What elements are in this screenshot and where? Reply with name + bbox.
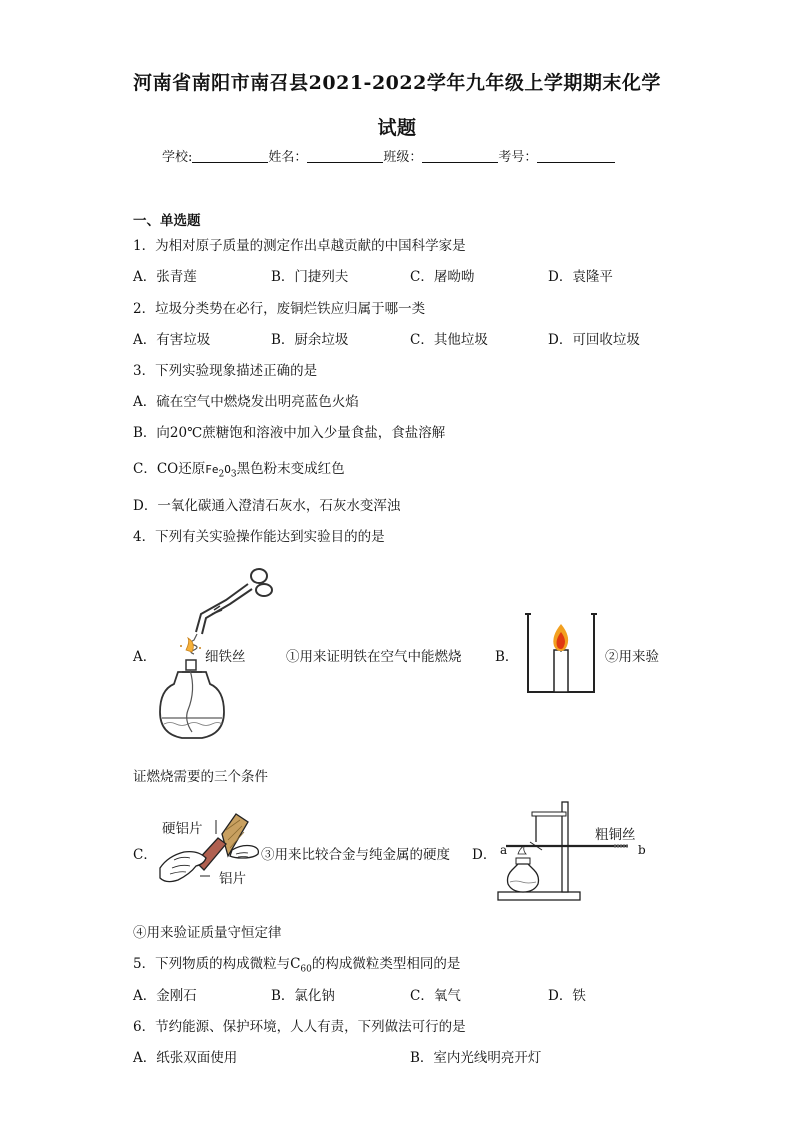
q3-option-b: B．向20℃蔗糖饱和溶液中加入少量食盐，食盐溶解 bbox=[133, 425, 446, 441]
q1-option-c: C．屠呦呦 bbox=[410, 269, 475, 285]
q1-option-d: D．袁隆平 bbox=[548, 269, 613, 285]
class-blank[interactable] bbox=[422, 148, 498, 163]
q4-d-figure-label-a: a bbox=[500, 843, 508, 857]
q6-option-a: A．纸张双面使用 bbox=[133, 1050, 238, 1066]
q4-option-c-label: C． bbox=[133, 847, 157, 863]
q5-option-a: A．金刚石 bbox=[133, 988, 197, 1004]
q3-c-prefix: C．CO还原 bbox=[133, 461, 206, 477]
q3-c-formula-fe: Fe bbox=[205, 463, 219, 476]
q3-option-a: A．硫在空气中燃烧发出明亮蓝色火焰 bbox=[133, 394, 359, 410]
q4-option-d-text: ④用来验证质量守恒定律 bbox=[133, 925, 282, 941]
q5-stem-suffix: 的构成微粒类型相同的是 bbox=[311, 956, 461, 972]
q4-option-a-text: ①用来证明铁在空气中能燃烧 bbox=[286, 649, 462, 665]
q4-option-b-text: ②用来验 bbox=[605, 649, 659, 665]
q2-option-b: B．厨余垃圾 bbox=[271, 332, 349, 348]
class-label: 班级： bbox=[383, 150, 423, 165]
q4-stem: 4．下列有关实验操作能达到实验目的的是 bbox=[133, 529, 385, 545]
q3-c-formula-o: O bbox=[224, 463, 231, 476]
q6-stem: 6．节约能源、保护环境，人人有责，下列做法可行的是 bbox=[133, 1019, 466, 1035]
q5-option-b: B．氯化钠 bbox=[271, 988, 335, 1004]
q4-c-figure-label-hard-aluminum: 硬铝片 bbox=[162, 821, 203, 837]
q6-option-b: B．室内光线明亮开灯 bbox=[410, 1050, 542, 1066]
q5-stem bbox=[133, 952, 460, 975]
q2-option-c: C．其他垃圾 bbox=[410, 332, 488, 348]
q3-stem: 3．下列实验现象描述正确的是 bbox=[133, 363, 318, 379]
q4-option-c-text: ③用来比较合金与纯金属的硬度 bbox=[261, 847, 450, 863]
school-label: 学校: bbox=[162, 150, 193, 165]
q3-c-sub1: 2 bbox=[218, 469, 225, 480]
q4-a-figure-label-iron-wire: 细铁丝 bbox=[205, 649, 246, 665]
q3-option-d: D．一氧化碳通入澄清石灰水，石灰水变浑浊 bbox=[133, 498, 401, 514]
q4-c-figure-label-aluminum: 铝片 bbox=[219, 871, 246, 887]
q5-stem-subscript: 60 bbox=[300, 964, 312, 975]
q4-option-b-label: B． bbox=[495, 649, 519, 665]
q2-option-d: D．可回收垃圾 bbox=[548, 332, 640, 348]
q4-figure-d-copper-wire-stand bbox=[496, 798, 646, 906]
exam-title-line2: 试题 bbox=[377, 117, 417, 139]
q4-d-figure-label-copper-wire: 粗铜丝 bbox=[595, 827, 636, 843]
q2-stem: 2．垃圾分类势在必行，废铜烂铁应归属于哪一类 bbox=[133, 301, 426, 317]
q3-c-suffix: 黑色粉末变成红色 bbox=[236, 461, 345, 477]
exam-number-blank[interactable] bbox=[537, 148, 615, 163]
q4-d-figure-label-b: b bbox=[638, 843, 646, 857]
name-blank[interactable] bbox=[307, 148, 383, 163]
q2-option-a: A．有害垃圾 bbox=[133, 332, 211, 348]
q5-option-d: D．铁 bbox=[548, 988, 586, 1004]
q3-c-sub2: 3 bbox=[230, 469, 237, 480]
q4-option-d-label: D． bbox=[472, 847, 497, 863]
q4-figure-b-candle-beaker bbox=[524, 612, 598, 694]
q1-option-b: B．门捷列夫 bbox=[271, 269, 349, 285]
q4-option-a-label: A． bbox=[133, 649, 157, 665]
q5-stem-prefix: 5．下列物质的构成微粒与C bbox=[133, 956, 301, 972]
q5-option-c: C．氧气 bbox=[410, 988, 461, 1004]
name-label: 姓名： bbox=[268, 150, 308, 165]
student-info-row bbox=[162, 146, 615, 165]
q3-option-c bbox=[133, 457, 345, 480]
section-heading: 一、单选题 bbox=[133, 213, 201, 229]
exam-title-line1: 河南省南阳市南召县2021-2022学年九年级上学期期末化学 bbox=[133, 72, 661, 94]
q1-stem: 1．为相对原子质量的测定作出卓越贡献的中国科学家是 bbox=[133, 238, 466, 254]
exam-number-label: 考号： bbox=[498, 150, 538, 165]
school-blank[interactable] bbox=[192, 148, 268, 163]
q4-option-b-text-continued: 证燃烧需要的三个条件 bbox=[133, 769, 268, 785]
q1-option-a: A．张青莲 bbox=[133, 269, 197, 285]
